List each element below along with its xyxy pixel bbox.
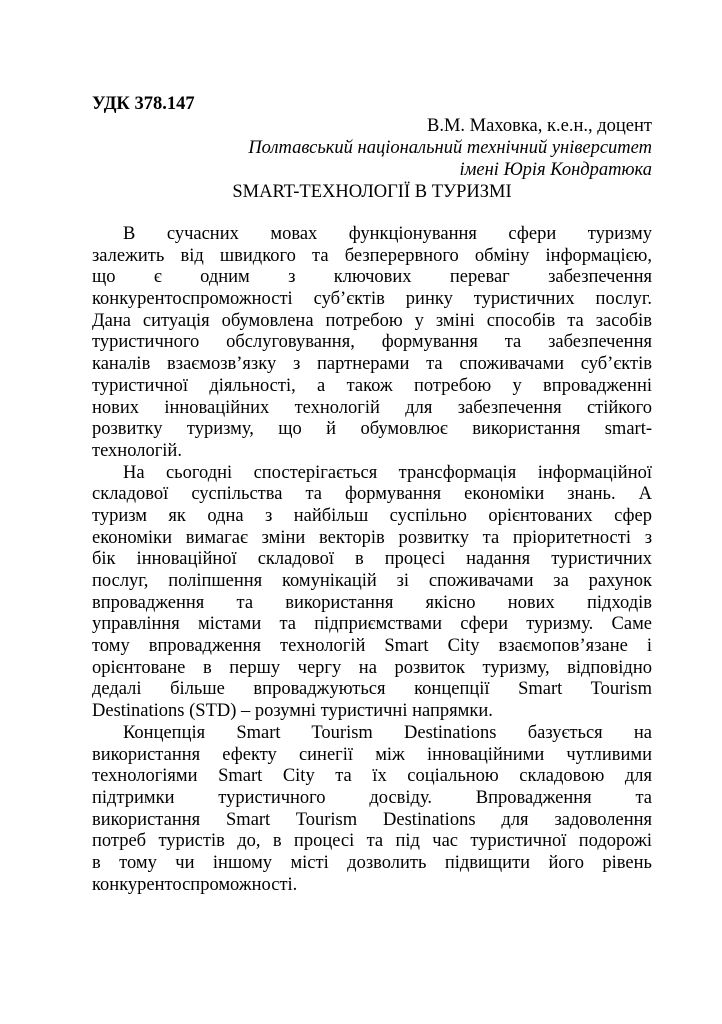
paragraph-line: конкурентоспроможності. <box>92 874 298 895</box>
paragraph-line: туристичної діяльності, а також потребою у впровадженні <box>92 375 652 396</box>
paragraph-line: дедалі більше впроваджуються концепції Smart Tourism <box>92 679 652 700</box>
paragraph-line: послуг, поліпшення комунікацій зі споживачами за рахунок <box>92 571 652 591</box>
paragraph-line: каналів взаємозв’язку з партнерами та споживачами суб’єктів <box>92 354 652 375</box>
paragraph-line: технологій. <box>92 440 182 461</box>
paragraph-line: впровадження та використання якісно нових підходів <box>92 592 652 613</box>
paragraph-line: На сьогодні спостерігається трансформація інформаційної <box>123 462 652 483</box>
paragraph-line: бік інноваційної складової в процесі надання туристичних <box>92 549 652 570</box>
paragraph-3 <box>92 723 652 897</box>
author-line: В.М. Маховка, к.е.н., доцент <box>426 116 652 136</box>
affiliation-line-2: імені Юрія Кондратюка <box>459 160 652 180</box>
paragraph-line: Destinations (STD) – розумні туристичні напрямки. <box>92 701 493 722</box>
paragraph-line: орієнтоване в першу чергу на розвиток туризму, відповідно <box>92 657 652 678</box>
paragraph-line: складової суспільства та формування економіки знань. А <box>92 484 652 505</box>
paragraph-line: використання ефекту синегії між інноваційними чутливими <box>92 744 652 765</box>
paragraph-line: що є одним з ключових переваг забезпечення <box>92 267 652 288</box>
paragraph-line: підтримки туристичного досвіду. Впровадження та <box>92 787 652 808</box>
paragraph-line: нових інноваційних технологій для забезпечення стійкого <box>92 397 652 418</box>
paragraph-line: конкурентоспроможності суб’єктів ринку туристичних послуг. <box>92 289 652 310</box>
paragraph-line: Дана ситуація обумовлена потребою у зміні способів та засобів <box>92 310 652 331</box>
paragraph-2 <box>92 463 652 723</box>
paragraph-1 <box>92 224 652 463</box>
paragraph-line: туристичного обслуговування, формування та забезпечення <box>92 332 652 353</box>
paragraph-line: технологіями Smart City та їх соціальною складовою для <box>92 766 652 787</box>
paragraph-line: В сучасних мовах функціонування сфери туризму <box>123 224 652 244</box>
udc-number: УДК 378.147 <box>92 94 195 114</box>
article-title: SMART-ТЕХНОЛОГІЇ В ТУРИЗМІ <box>232 182 512 202</box>
paragraph-line: в тому чи іншому місті дозволить підвищити його рівень <box>92 852 652 873</box>
article-body <box>92 224 652 896</box>
paragraph-line: туризм як одна з найбільш суспільно орієнтованих сфер <box>92 505 652 526</box>
paragraph-line: Концепція Smart Tourism Destinations базується на <box>123 722 652 743</box>
paragraph-line: залежить від швидкого та безперервного обміну інформацією, <box>92 245 652 266</box>
paragraph-line: потреб туристів до, в процесі та під час туристичної подорожі <box>92 831 652 852</box>
paragraph-line: тому впровадження технологій Smart City взаємопов’язане і <box>92 636 652 657</box>
paragraph-line: управління містами та підприємствами сфери туризму. Саме <box>92 614 652 635</box>
paragraph-line: економіки вимагає зміни векторів розвитку та пріоритетності з <box>92 527 652 548</box>
paragraph-line: використання Smart Tourism Destinations для задоволення <box>92 809 652 830</box>
paragraph-line: розвитку туризму, що й обумовлює використання smart- <box>92 419 652 440</box>
affiliation-line-1: Полтавський національний технічний університет <box>248 138 652 158</box>
